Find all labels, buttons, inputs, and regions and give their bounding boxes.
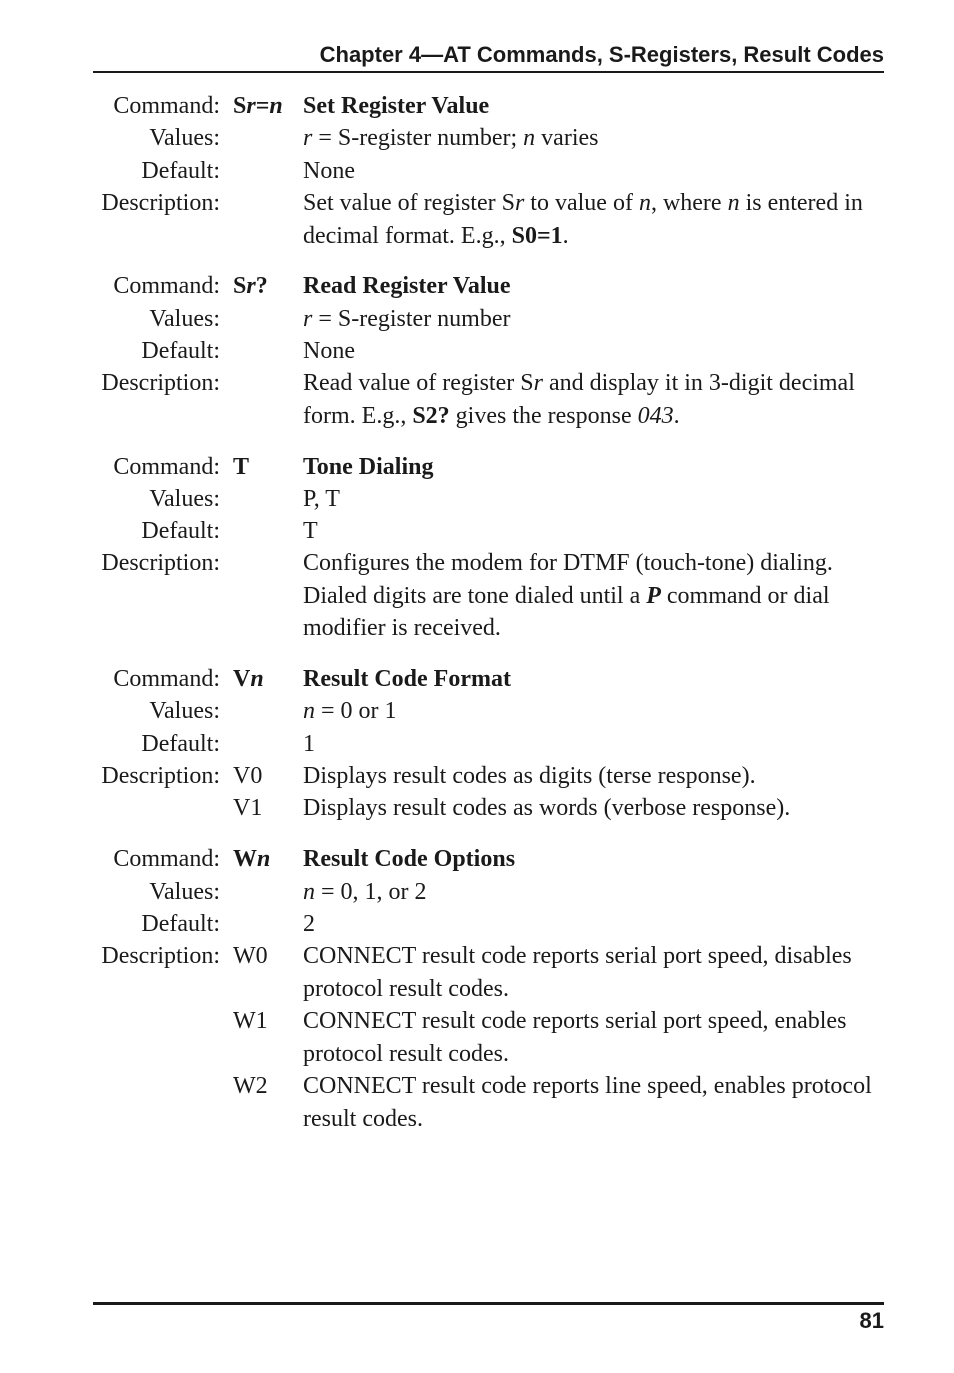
option-code: W1	[233, 1008, 268, 1034]
default-value: None	[303, 158, 355, 184]
description-label: Description:	[101, 370, 220, 396]
values-label: Values:	[149, 306, 220, 332]
command-title: Set Register Value	[303, 93, 490, 119]
command-label: Command:	[113, 666, 220, 692]
command-title: Result Code Format	[303, 666, 511, 692]
values-text: r = S-register number; n varies	[303, 125, 599, 151]
option-text: CONNECT result code reports serial port speed, disables protocol result codes.	[303, 943, 852, 1002]
option-text: Displays result codes as digits (terse response).	[303, 763, 756, 789]
values-text: r = S-register number	[303, 306, 511, 332]
description-label: Description:	[101, 550, 220, 576]
command-title: Result Code Options	[303, 846, 516, 872]
values-label: Values:	[149, 698, 220, 724]
description-text: Read value of register Sr and display it in 3-digit decimal form. E.g., S2? gives the response 043.	[303, 370, 855, 429]
default-label: Default:	[141, 158, 220, 184]
description-label: Description:	[101, 943, 220, 969]
values-text: n = 0, 1, or 2	[303, 879, 427, 905]
command-title: Read Register Value	[303, 273, 511, 299]
default-value: None	[303, 338, 355, 364]
description-label: Description:	[101, 190, 220, 216]
command-label: Command:	[113, 454, 220, 480]
description-text: Configures the modem for DTMF (touch-tone) dialing. Dialed digits are tone dialed until a P command or dial modifier is received.	[303, 550, 833, 641]
values-text: n = 0 or 1	[303, 698, 397, 724]
default-label: Default:	[141, 518, 220, 544]
command-code: Wn	[233, 846, 271, 872]
command-label: Command:	[113, 846, 220, 872]
command-code: Vn	[233, 666, 264, 692]
default-value: 1	[303, 731, 315, 757]
default-label: Default:	[141, 338, 220, 364]
option-text: CONNECT result code reports serial port speed, enables protocol result codes.	[303, 1008, 847, 1067]
default-value: 2	[303, 911, 315, 937]
chapter-header: Chapter 4—AT Commands, S-Registers, Result Codes	[319, 42, 884, 67]
default-label: Default:	[141, 911, 220, 937]
option-text: Displays result codes as words (verbose response).	[303, 795, 791, 821]
command-label: Command:	[113, 93, 220, 119]
description-label: Description:	[101, 763, 220, 789]
values-text: P, T	[303, 486, 340, 512]
command-code: Sr=n	[233, 93, 283, 119]
command-code: Sr?	[233, 273, 268, 299]
command-title: Tone Dialing	[303, 454, 434, 480]
default-label: Default:	[141, 731, 220, 757]
values-label: Values:	[149, 486, 220, 512]
footer-rule	[93, 1302, 884, 1305]
page-number: 81	[859, 1308, 884, 1333]
option-code: W0	[233, 943, 268, 969]
option-code: W2	[233, 1073, 268, 1099]
default-value: T	[303, 518, 318, 544]
values-label: Values:	[149, 879, 220, 905]
values-label: Values:	[149, 125, 220, 151]
command-code: T	[233, 454, 250, 480]
option-code: V0	[233, 763, 263, 789]
header-rule	[93, 71, 884, 73]
option-code: V1	[233, 795, 263, 821]
command-label: Command:	[113, 273, 220, 299]
option-text: CONNECT result code reports line speed, enables protocol result codes.	[303, 1073, 872, 1132]
description-text: Set value of register Sr to value of n, where n is entered in decimal format. E.g., S0=1.	[303, 190, 863, 249]
